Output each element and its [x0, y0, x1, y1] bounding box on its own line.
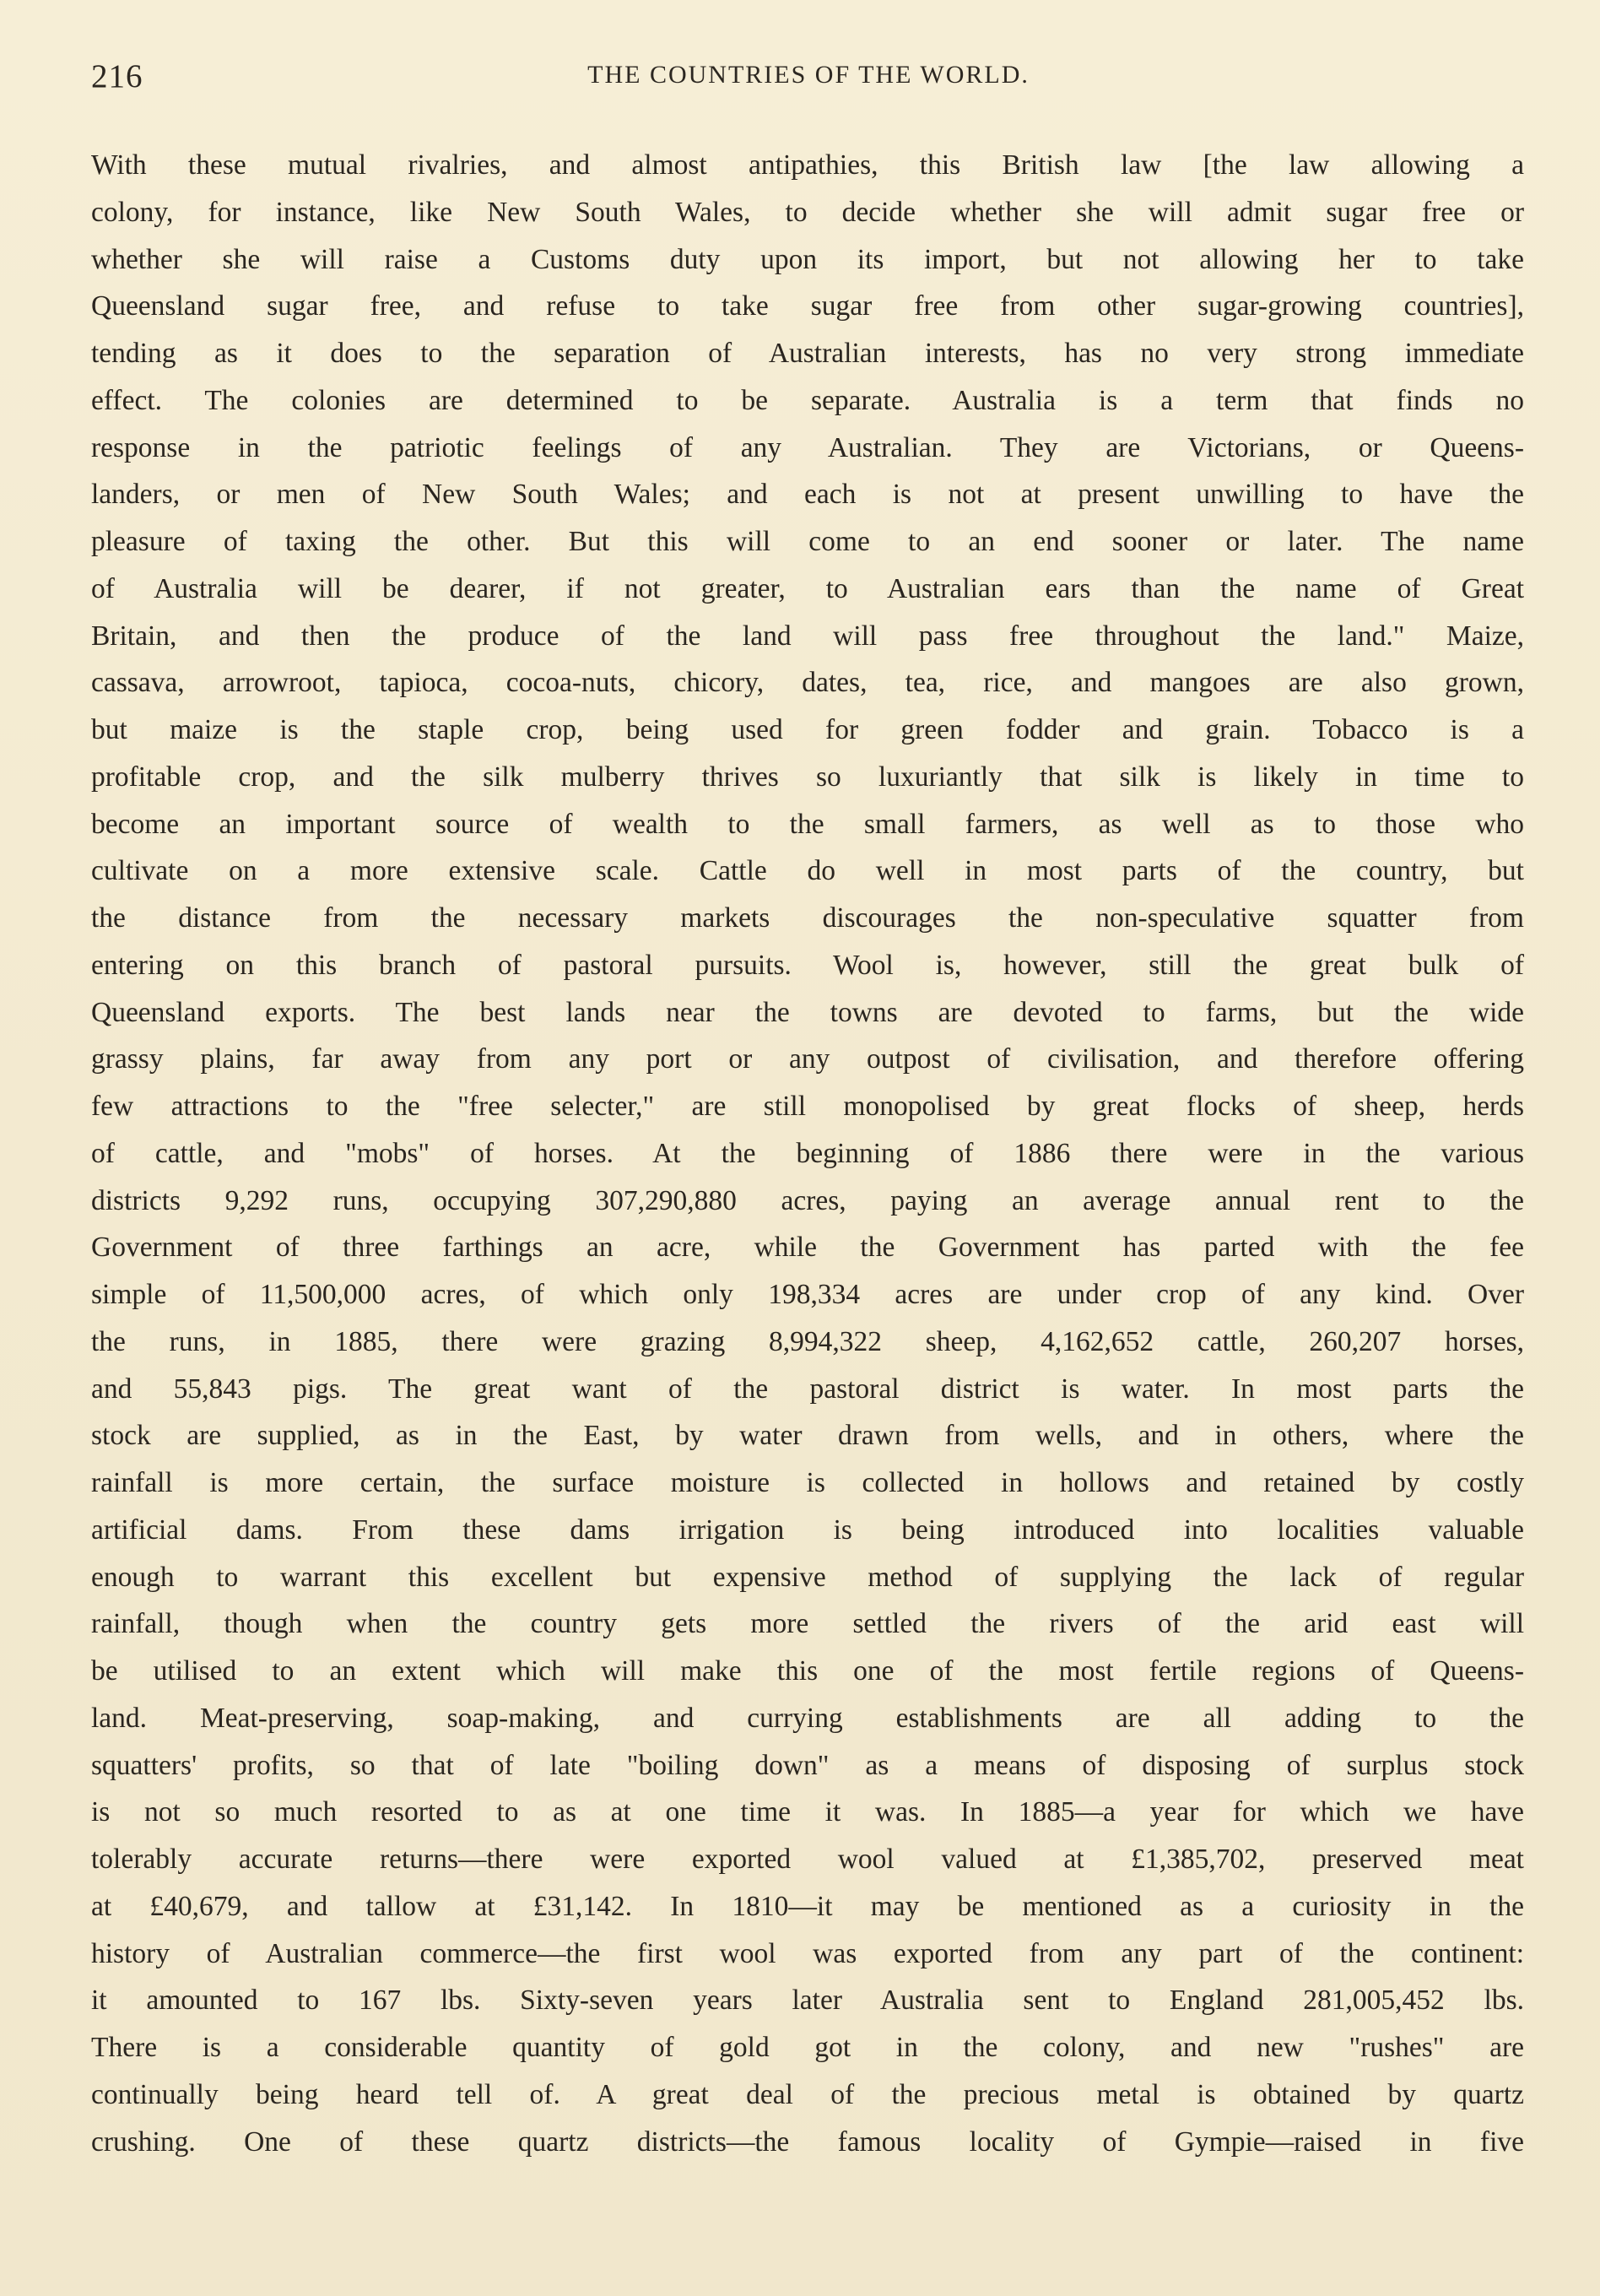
text-line: cassava, arrowroot, tapioca, cocoa-nuts, chicory, dates, tea, rice, and mangoes are also grown, [91, 667, 1524, 699]
text-line: effect. The colonies are determined to be separate. Australia is a term that finds no [91, 384, 1524, 416]
text-line: it amounted to 167 lbs. Sixty-seven years later Australia sent to England 281,005,452 lbs. [91, 1985, 1524, 2017]
text-line: With these mutual rivalries, and almost antipathies, this British law [the law allowing a [91, 149, 1524, 181]
text-line: rainfall, though when the country gets more settled the rivers of the arid east will [91, 1608, 1524, 1640]
text-line: of cattle, and "mobs" of horses. At the beginning of 1886 there were in the various [91, 1137, 1524, 1169]
text-line: landers, or men of New South Wales; and each is not at present unwilling to have the [91, 479, 1524, 511]
text-line: entering on this branch of pastoral pursuits. Wool is, however, still the great bulk of [91, 949, 1524, 981]
text-line: simple of 11,500,000 acres, of which only 198,334 acres are under crop of any kind. Over [91, 1279, 1524, 1310]
text-line: at £40,679, and tallow at £31,142. In 1810—it may be mentioned as a curiosity in the [91, 1890, 1524, 1922]
text-line: history of Australian commerce—the first wool was exported from any part of the continent: [91, 1937, 1524, 1969]
running-head [91, 57, 1526, 100]
text-line: whether she will raise a Customs duty upon its import, but not allowing her to take [91, 243, 1524, 275]
text-line: colony, for instance, like New South Wales, to decide whether she will admit sugar free or [91, 196, 1524, 228]
running-title: THE COUNTRIES OF THE WORLD. [587, 61, 1030, 89]
text-line: be utilised to an extent which will make this one of the most fertile regions of Queens- [91, 1655, 1524, 1687]
text-line: grassy plains, far away from any port or any outpost of civilisation, and therefore offering [91, 1043, 1524, 1075]
text-line: Government of three farthings an acre, while the Government has parted with the fee [91, 1232, 1524, 1264]
text-line: response in the patriotic feelings of any Australian. They are Victorians, or Queens- [91, 431, 1524, 463]
text-line: of Australia will be dearer, if not greater, to Australian ears than the name of Great [91, 572, 1524, 604]
text-line: and 55,843 pigs. The great want of the pastoral district is water. In most parts the [91, 1373, 1524, 1405]
text-line: Britain, and then the produce of the land will pass free throughout the land." Maize, [91, 620, 1524, 652]
text-line: districts 9,292 runs, occupying 307,290,880 acres, paying an average annual rent to the [91, 1184, 1524, 1216]
text-line: crushing. One of these quartz districts—the famous locality of Gympie—raised in five [91, 2125, 1524, 2158]
text-line: enough to warrant this excellent but expensive method of supplying the lack of regular [91, 1561, 1524, 1593]
text-line: but maize is the staple crop, being used for green fodder and grain. Tobacco is a [91, 714, 1524, 745]
text-line: pleasure of taxing the other. But this will come to an end sooner or later. The name [91, 526, 1524, 557]
text-line: is not so much resorted to as at one time it was. In 1885—a year for which we have [91, 1796, 1524, 1828]
text-line: Queensland exports. The best lands near the towns are devoted to farms, but the wide [91, 996, 1524, 1028]
text-line: cultivate on a more extensive scale. Cattle do well in most parts of the country, but [91, 855, 1524, 887]
text-line: profitable crop, and the silk mulberry thrives so luxuriantly that silk is likely in time to [91, 761, 1524, 793]
text-line: tending as it does to the separation of Australian interests, has no very strong immediate [91, 338, 1524, 369]
text-line: tolerably accurate returns—there were exported wool valued at £1,385,702, preserved meat [91, 1844, 1524, 1875]
text-line: the distance from the necessary markets discourages the non-speculative squatter from [91, 902, 1524, 934]
text-line: There is a considerable quantity of gold got in the colony, and new "rushes" are [91, 2032, 1524, 2063]
text-line: Queensland sugar free, and refuse to take sugar free from other sugar-growing countries], [91, 290, 1524, 322]
text-line: rainfall is more certain, the surface moisture is collected in hollows and retained by costly [91, 1467, 1524, 1498]
text-line: the runs, in 1885, there were grazing 8,994,322 sheep, 4,162,652 cattle, 260,207 horses, [91, 1325, 1524, 1357]
text-line: squatters' profits, so that of late "boiling down" as a means of disposing of surplus stock [91, 1749, 1524, 1781]
text-line: few attractions to the "free selecter," are still monopolised by great flocks of sheep, herds [91, 1091, 1524, 1122]
text-line: stock are supplied, as in the East, by water drawn from wells, and in others, where the [91, 1420, 1524, 1452]
text-line: artificial dams. From these dams irrigation is being introduced into localities valuable [91, 1514, 1524, 1546]
text-line: continually being heard tell of. A great deal of the precious metal is obtained by quartz [91, 2078, 1524, 2110]
text-line: become an important source of wealth to the small farmers, as well as to those who [91, 808, 1524, 840]
text-line: land. Meat-preserving, soap-making, and currying establishments are all adding to the [91, 1702, 1524, 1734]
page-number: 216 [91, 58, 143, 95]
body-text [91, 142, 1524, 2165]
